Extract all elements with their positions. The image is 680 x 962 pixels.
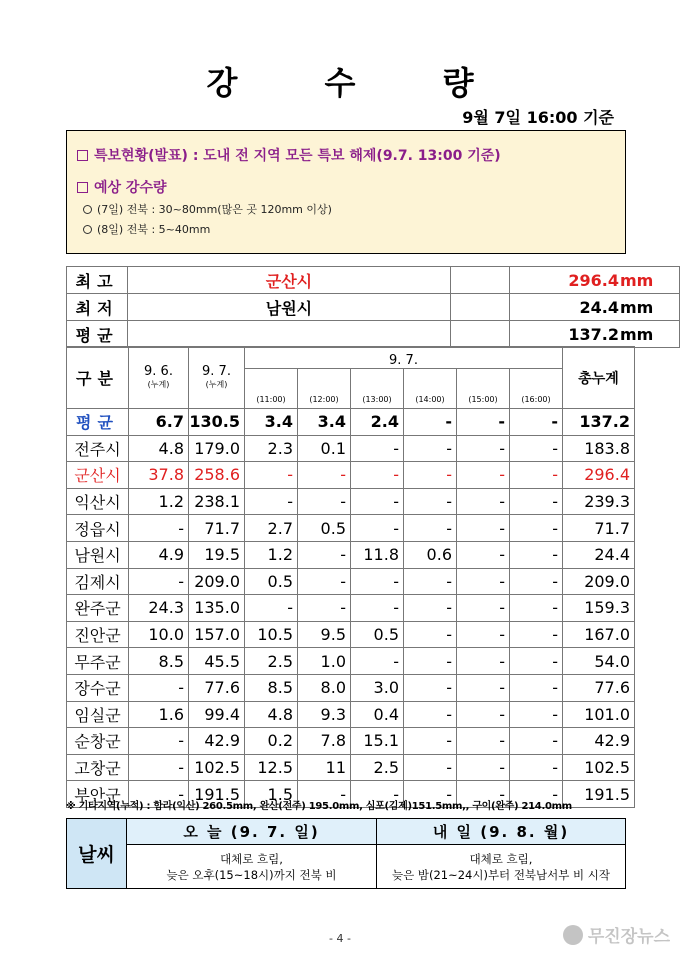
cell-value: - [510,648,563,675]
cell-value: - [457,595,510,622]
cell-value: - [129,674,189,701]
header-gubun: 구분 [67,347,129,409]
header-col1-date: 9. 6. [144,364,173,379]
cell-value: 159.3 [563,595,635,622]
cell-value: 258.6 [189,462,245,489]
cell-value: 9.3 [298,701,351,728]
cell-value: 296.4 [563,462,635,489]
cell-value: - [404,674,457,701]
cell-value: - [351,515,404,542]
table-row [67,409,635,436]
cell-value: - [510,621,563,648]
summary-value-min: 24.4 [509,294,620,321]
cell-value: 8.5 [129,648,189,675]
cell-value: 3.0 [351,674,404,701]
summary-row-min [67,294,680,321]
cell-value: - [404,595,457,622]
summary-unit-min: mm [620,294,680,321]
cell-value: - [510,435,563,462]
row-name: 고창군 [67,754,129,781]
table-row [67,568,635,595]
row-name: 임실군 [67,701,129,728]
cell-value: 102.5 [189,754,245,781]
cell-value: - [245,462,298,489]
cell-value: - [510,515,563,542]
cell-value: - [404,515,457,542]
weather-table [66,818,626,889]
summary-row-avg [67,321,680,348]
cell-value: - [404,701,457,728]
title-char-3: 량 [442,64,474,102]
header-time: (13:00) [351,369,404,409]
cell-value: 2.4 [351,409,404,436]
cell-value: - [457,462,510,489]
title-char-1: 강 [206,64,238,102]
cell-value: 102.5 [563,754,635,781]
cell-value: - [351,595,404,622]
header-time: (16:00) [510,369,563,409]
cell-value: 101.0 [563,701,635,728]
logo-icon [563,925,583,945]
cell-value: 2.5 [351,754,404,781]
cell-value: 191.5 [189,781,245,808]
cell-value: 1.0 [298,648,351,675]
table-row [67,488,635,515]
cell-value: - [457,621,510,648]
cell-value: - [510,462,563,489]
summary-row-max [67,267,680,294]
rainfall-table [66,346,635,808]
cell-value: - [457,648,510,675]
cell-value: - [351,435,404,462]
cell-value: - [404,568,457,595]
cell-value: - [510,568,563,595]
table-row [67,515,635,542]
cell-value: - [245,595,298,622]
cell-value: - [351,568,404,595]
page-title [0,58,680,104]
summary-spacer [450,267,509,294]
checkbox-icon [77,150,88,161]
row-name: 무주군 [67,648,129,675]
cell-value: 2.7 [245,515,298,542]
header-total: 총누계 [563,347,635,409]
table-row [67,674,635,701]
cell-value: 135.0 [189,595,245,622]
weather-body-row [67,845,626,889]
header-time: (12:00) [298,369,351,409]
watermark-text: 무진장뉴스 [587,927,670,947]
cell-value: - [404,435,457,462]
weather-today-body [127,845,377,889]
summary-city-max: 군산시 [128,267,450,294]
cell-value: 0.6 [404,541,457,568]
cell-value: 37.8 [129,462,189,489]
cell-value: - [129,728,189,755]
title-char-2: 수 [324,64,356,102]
cell-value: 0.1 [298,435,351,462]
table-row [67,621,635,648]
cell-value: - [404,728,457,755]
row-name: 장수군 [67,674,129,701]
header-col2-sub: (누계) [205,380,228,389]
cell-value: - [298,541,351,568]
cell-value: - [404,621,457,648]
cell-value: 4.9 [129,541,189,568]
cell-value: 42.9 [563,728,635,755]
forecast-day2 [83,220,625,240]
cell-value: - [298,462,351,489]
weather-tomorrow-head: 내 일 (9. 8. 월) [377,819,626,845]
row-name: 정읍시 [67,515,129,542]
cell-value: 3.4 [298,409,351,436]
cell-value: - [457,701,510,728]
cell-value: - [351,781,404,808]
page-number: - 4 - [329,932,351,945]
notice-line2-text: 예상 강수량 [94,180,167,196]
cell-value: - [129,781,189,808]
row-name: 군산시 [67,462,129,489]
cell-value: 238.1 [189,488,245,515]
cell-value: 24.4 [563,541,635,568]
weather-tomorrow-line1: 대체로 흐림, [469,851,533,866]
cell-value: - [404,462,457,489]
forecast-day1 [83,200,625,220]
cell-value: 167.0 [563,621,635,648]
summary-city-avg [128,321,450,348]
cell-value: 209.0 [189,568,245,595]
weather-today-line2: 늦은 오후(15~18시)까지 전북 비 [166,867,337,882]
cell-value: - [351,648,404,675]
weather-tomorrow-line2: 늦은 밤(21~24시)부터 전북남서부 비 시작 [391,867,611,882]
cell-value: 11.8 [351,541,404,568]
cell-value: - [510,488,563,515]
cell-value: 1.2 [245,541,298,568]
cell-value: - [298,568,351,595]
table-row [67,595,635,622]
cell-value: 10.5 [245,621,298,648]
forecast-day2-text: (8일) 전북 : 5~40mm [97,223,211,236]
cell-value: 71.7 [563,515,635,542]
weather-head-row [67,819,626,845]
header-col2 [189,347,245,409]
cell-value: 130.5 [189,409,245,436]
weather-tomorrow-body [377,845,626,889]
row-name: 평균 [67,409,129,436]
notice-warning-status [77,145,625,165]
header-col2-date: 9. 7. [202,364,231,379]
cell-value: 12.5 [245,754,298,781]
cell-value: 183.8 [563,435,635,462]
circle-bullet-icon [83,225,92,234]
cell-value: 77.6 [563,674,635,701]
row-name: 남원시 [67,541,129,568]
cell-value: - [351,488,404,515]
cell-value: 4.8 [129,435,189,462]
summary-city-min: 남원시 [128,294,450,321]
row-name: 익산시 [67,488,129,515]
cell-value: - [404,409,457,436]
row-name: 김제시 [67,568,129,595]
cell-value: - [457,488,510,515]
cell-value: - [457,409,510,436]
cell-value: 77.6 [189,674,245,701]
weather-today-line1: 대체로 흐림, [220,851,283,866]
cell-value: 0.2 [245,728,298,755]
cell-value: - [510,728,563,755]
cell-value: - [245,488,298,515]
row-name: 전주시 [67,435,129,462]
cell-value: 191.5 [563,781,635,808]
header-col1-sub: (누계) [147,380,170,389]
cell-value: 1.5 [245,781,298,808]
table-body [67,409,635,808]
cell-value: - [298,781,351,808]
cell-value: - [510,781,563,808]
cell-value: 239.3 [563,488,635,515]
cell-value: 2.3 [245,435,298,462]
cell-value: 7.8 [298,728,351,755]
cell-value: - [129,568,189,595]
weather-today-head: 오 늘 (9. 7. 일) [127,819,377,845]
cell-value: - [129,754,189,781]
cell-value: - [457,728,510,755]
notice-forecast-heading [77,177,625,197]
cell-value: 8.5 [245,674,298,701]
summary-spacer [450,321,509,348]
cell-value: - [129,515,189,542]
circle-bullet-icon [83,205,92,214]
cell-value: 99.4 [189,701,245,728]
notice-line1-text: 특보현황(발표) : 도내 전 지역 모든 특보 해제(9.7. 13:00 기준) [94,148,501,164]
cell-value: 137.2 [563,409,635,436]
table-row [67,541,635,568]
table-header-row-1 [67,347,635,369]
cell-value: 24.3 [129,595,189,622]
cell-value: 157.0 [189,621,245,648]
cell-value: - [404,754,457,781]
cell-value: 6.7 [129,409,189,436]
table-row [67,435,635,462]
watermark [563,922,670,947]
summary-table [66,266,680,348]
cell-value: - [510,674,563,701]
notice-box [66,130,626,254]
summary-value-max: 296.4 [509,267,620,294]
cell-value: - [404,781,457,808]
cell-value: - [404,488,457,515]
cell-value: - [404,648,457,675]
row-name: 순창군 [67,728,129,755]
cell-value: 8.0 [298,674,351,701]
cell-value: 9.5 [298,621,351,648]
cell-value: - [510,701,563,728]
row-name: 완주군 [67,595,129,622]
cell-value: - [457,568,510,595]
summary-unit-max: mm [620,267,680,294]
table-row [67,648,635,675]
cell-value: 179.0 [189,435,245,462]
basis-time: 9월 7일 16:00 기준 [462,108,614,127]
cell-value: 0.5 [298,515,351,542]
header-time: (11:00) [245,369,298,409]
cell-value: 11 [298,754,351,781]
header-col1 [129,347,189,409]
header-time: (14:00) [404,369,457,409]
cell-value: 45.5 [189,648,245,675]
table-row [67,728,635,755]
cell-value: 1.2 [129,488,189,515]
row-name: 진안군 [67,621,129,648]
cell-value: 10.0 [129,621,189,648]
footnote: ※ 기타지역(누적) : 함라(익산) 260.5mm, 완산(전주) 195.0mm, 심포(김제)151.5mm,, 구이(완주) 214.0mm [66,801,572,812]
summary-unit-avg: mm [620,321,680,348]
table-row [67,754,635,781]
cell-value: 0.5 [351,621,404,648]
cell-value: 19.5 [189,541,245,568]
summary-label-avg: 평균 [67,321,128,348]
cell-value: 15.1 [351,728,404,755]
checkbox-icon [77,182,88,193]
cell-value: - [457,781,510,808]
row-name: 부안군 [67,781,129,808]
header-time: (15:00) [457,369,510,409]
cell-value: - [298,488,351,515]
cell-value: 1.6 [129,701,189,728]
cell-value: 0.4 [351,701,404,728]
cell-value: 3.4 [245,409,298,436]
cell-value: - [510,595,563,622]
cell-value: - [510,541,563,568]
cell-value: 209.0 [563,568,635,595]
cell-value: - [457,435,510,462]
cell-value: - [298,595,351,622]
summary-spacer [450,294,509,321]
cell-value: - [510,754,563,781]
forecast-day1-text: (7일) 전북 : 30~80mm(많은 곳 120mm 이상) [97,203,332,216]
cell-value: - [457,754,510,781]
cell-value: 0.5 [245,568,298,595]
cell-value: - [457,541,510,568]
cell-value: 2.5 [245,648,298,675]
header-group-date: 9. 7. [245,347,563,369]
cell-value: 71.7 [189,515,245,542]
cell-value: - [510,409,563,436]
cell-value: - [457,515,510,542]
weather-label: 날씨 [67,819,127,889]
cell-value: 42.9 [189,728,245,755]
table-row [67,462,635,489]
table-row [67,701,635,728]
summary-value-avg: 137.2 [509,321,620,348]
cell-value: 4.8 [245,701,298,728]
summary-label-min: 최저 [67,294,128,321]
summary-label-max: 최고 [67,267,128,294]
cell-value: - [457,674,510,701]
cell-value: 54.0 [563,648,635,675]
cell-value: - [351,462,404,489]
